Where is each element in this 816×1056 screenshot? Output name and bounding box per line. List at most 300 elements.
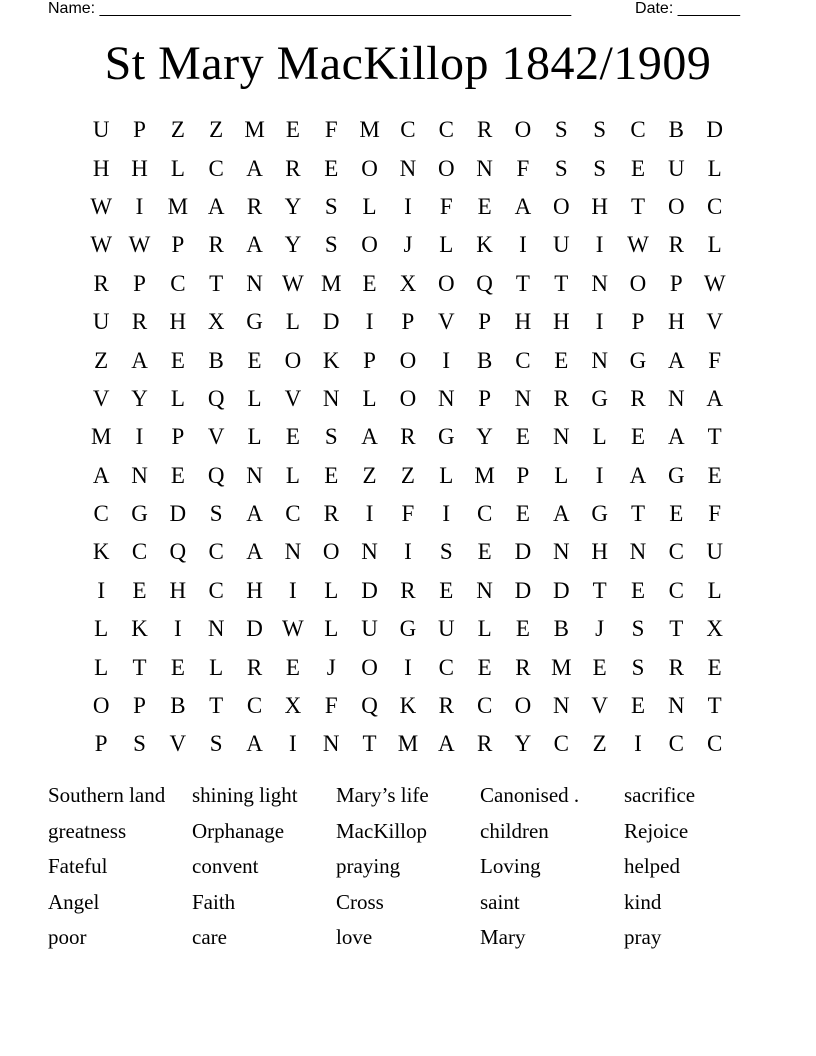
- grid-row: [82, 418, 734, 456]
- grid-letter: I: [442, 501, 451, 527]
- grid-letter: V: [591, 693, 608, 719]
- grid-letter: R: [438, 693, 454, 719]
- grid-letter: S: [554, 155, 568, 181]
- grid-row: [82, 380, 734, 418]
- grid-letter: R: [630, 385, 646, 411]
- grid-letter: N: [668, 693, 685, 719]
- grid-letter: R: [400, 577, 416, 603]
- grid-letter: C: [246, 693, 263, 719]
- grid-letter: J: [595, 616, 605, 642]
- grid-letter: L: [285, 309, 300, 335]
- grid-letter: N: [552, 539, 570, 565]
- grid-letter: E: [439, 577, 454, 603]
- grid-letter: M: [90, 424, 112, 450]
- grid-letter: D: [552, 577, 570, 603]
- grid-letter: C: [707, 193, 723, 219]
- word-list-item: helped: [624, 854, 680, 879]
- grid-letter: E: [515, 501, 530, 527]
- grid-letter: E: [630, 424, 646, 450]
- grid-letter: F: [439, 193, 453, 219]
- grid-letter: Q: [207, 385, 225, 411]
- grid-row: [82, 687, 734, 725]
- grid-letter: V: [92, 385, 110, 411]
- word-list-item: praying: [336, 854, 401, 879]
- grid-letter: I: [595, 462, 604, 488]
- grid-letter: T: [209, 270, 224, 296]
- grid-letter: N: [514, 385, 532, 411]
- grid-letter: L: [247, 424, 262, 450]
- grid-letter: B: [476, 347, 493, 373]
- grid-letter: J: [326, 654, 336, 680]
- grid-letter: D: [514, 539, 532, 565]
- grid-letter: N: [246, 270, 263, 296]
- grid-letter: N: [552, 424, 570, 450]
- grid-letter: E: [630, 693, 646, 719]
- grid-letter: D: [706, 117, 723, 143]
- grid-letter: L: [324, 616, 339, 642]
- grid-letter: C: [476, 501, 493, 527]
- grid-letter: L: [707, 232, 722, 258]
- word-list: [48, 778, 768, 956]
- grid-letter: E: [592, 654, 607, 680]
- grid-letter: A: [706, 385, 723, 411]
- word-list-item: Angel: [48, 889, 100, 914]
- grid-letter: C: [553, 731, 569, 757]
- grid-letter: B: [208, 347, 224, 373]
- grid-letter: L: [592, 424, 607, 450]
- grid-letter: X: [207, 309, 225, 335]
- grid-letter: R: [400, 424, 416, 450]
- grid-letter: I: [404, 193, 412, 219]
- name-field: Name: _____________________________________________________: [48, 0, 572, 17]
- grid-letter: C: [515, 347, 531, 373]
- grid-letter: S: [209, 731, 223, 757]
- grid-letter: O: [361, 155, 378, 181]
- grid-letter: D: [514, 577, 532, 603]
- grid-letter: N: [476, 155, 493, 181]
- grid-letter: P: [171, 424, 185, 450]
- grid-letter: Y: [284, 193, 302, 219]
- grid-letter: A: [437, 731, 455, 757]
- grid-letter: R: [246, 654, 263, 680]
- grid-letter: P: [516, 462, 530, 488]
- grid-letter: U: [92, 117, 110, 143]
- grid-row: [82, 648, 734, 686]
- grid-letter: L: [554, 462, 569, 488]
- grid-letter: G: [668, 462, 685, 488]
- grid-letter: R: [323, 501, 339, 527]
- grid-letter: H: [131, 155, 148, 181]
- grid-letter: H: [169, 309, 187, 335]
- grid-letter: P: [133, 693, 146, 719]
- grid-letter: R: [476, 117, 493, 143]
- grid-letter: C: [668, 577, 684, 603]
- grid-letter: D: [361, 577, 378, 603]
- grid-letter: G: [437, 424, 455, 450]
- grid-letter: L: [247, 385, 262, 411]
- grid-letter: E: [554, 347, 569, 373]
- grid-letter: Q: [169, 539, 187, 565]
- grid-letter: N: [476, 577, 493, 603]
- word-list-item: MacKillop: [336, 818, 427, 843]
- grid-letter: H: [92, 155, 110, 181]
- grid-letter: A: [131, 347, 148, 373]
- grid-row: [82, 265, 734, 303]
- grid-letter: M: [359, 117, 380, 143]
- grid-letter: I: [135, 424, 144, 450]
- grid-letter: C: [131, 539, 148, 565]
- grid-letter: E: [515, 616, 530, 642]
- grid-letter: I: [404, 539, 412, 565]
- grid-letter: N: [437, 385, 455, 411]
- grid-letter: U: [92, 309, 110, 335]
- grid-letter: G: [246, 309, 263, 335]
- grid-letter: E: [477, 539, 492, 565]
- grid-letter: G: [629, 347, 647, 373]
- grid-letter: E: [285, 424, 300, 450]
- grid-letter: X: [399, 270, 417, 296]
- grid-letter: G: [131, 501, 148, 527]
- grid-letter: A: [629, 462, 647, 488]
- word-list-item: Mary: [480, 925, 526, 950]
- grid-letter: Z: [592, 731, 607, 757]
- grid-letter: K: [131, 616, 148, 642]
- grid-letter: S: [324, 232, 338, 258]
- grid-letter: H: [668, 309, 685, 335]
- grid-letter: M: [397, 731, 419, 757]
- grid-letter: W: [282, 270, 304, 296]
- grid-letter: E: [285, 654, 300, 680]
- grid-letter: W: [128, 232, 151, 258]
- grid-letter: N: [131, 462, 148, 488]
- grid-letter: L: [170, 155, 185, 181]
- grid-letter: E: [132, 577, 147, 603]
- grid-letter: R: [208, 232, 224, 258]
- grid-letter: H: [246, 577, 263, 603]
- grid-letter: A: [668, 424, 685, 450]
- grid-letter: N: [668, 385, 685, 411]
- grid-letter: A: [92, 462, 110, 488]
- grid-letter: B: [553, 616, 569, 642]
- grid-letter: E: [515, 424, 530, 450]
- grid-letter: C: [438, 117, 454, 143]
- grid-letter: C: [208, 539, 224, 565]
- grid-letter: M: [167, 193, 189, 219]
- grid-letter: I: [289, 731, 297, 757]
- grid-letter: C: [438, 654, 454, 680]
- word-list-item: kind: [624, 889, 662, 914]
- grid-letter: L: [94, 616, 109, 642]
- grid-letter: P: [133, 270, 146, 296]
- grid-letter: O: [437, 270, 455, 296]
- grid-letter: D: [322, 309, 340, 335]
- grid-letter: U: [706, 539, 723, 565]
- grid-letter: Q: [361, 693, 378, 719]
- grid-letter: W: [90, 232, 113, 258]
- grid-letter: E: [247, 347, 262, 373]
- grid-letter: Q: [207, 462, 225, 488]
- grid-letter: O: [668, 193, 685, 219]
- grid-letter: U: [552, 232, 570, 258]
- grid-letter: O: [361, 232, 378, 258]
- grid-letter: W: [703, 270, 726, 296]
- grid-letter: E: [285, 117, 300, 143]
- grid-letter: I: [404, 654, 412, 680]
- grid-letter: H: [169, 577, 187, 603]
- grid-letter: F: [401, 501, 415, 527]
- grid-letter: O: [629, 270, 647, 296]
- grid-letter: Y: [284, 232, 302, 258]
- grid-letter: R: [553, 385, 569, 411]
- grid-letter: M: [551, 654, 572, 680]
- grid-letter: C: [400, 117, 416, 143]
- grid-letter: G: [591, 385, 608, 411]
- word-list-item: pray: [624, 925, 662, 950]
- grid-row: [82, 457, 734, 495]
- grid-letter: E: [170, 347, 185, 373]
- grid-letter: K: [476, 232, 493, 258]
- grid-letter: T: [669, 616, 684, 642]
- grid-letter: A: [361, 424, 378, 450]
- grid-letter: E: [477, 654, 492, 680]
- grid-letter: I: [442, 347, 451, 373]
- grid-letter: P: [133, 117, 146, 143]
- grid-letter: Y: [514, 731, 532, 757]
- grid-letter: I: [174, 616, 182, 642]
- grid-letter: K: [92, 539, 110, 565]
- grid-letter: F: [324, 693, 338, 719]
- grid-letter: H: [514, 309, 532, 335]
- grid-letter: M: [244, 117, 265, 143]
- grid-letter: R: [668, 654, 684, 680]
- grid-letter: U: [361, 616, 378, 642]
- grid-letter: I: [365, 309, 374, 335]
- grid-letter: M: [474, 462, 495, 488]
- grid-letter: R: [476, 731, 493, 757]
- grid-letter: O: [399, 385, 417, 411]
- grid-letter: F: [708, 501, 722, 527]
- grid-letter: H: [591, 539, 608, 565]
- word-search-grid: [82, 111, 734, 764]
- word-list-item: sacrifice: [624, 783, 696, 807]
- grid-letter: I: [365, 501, 374, 527]
- grid-letter: D: [169, 501, 187, 527]
- grid-letter: A: [246, 501, 263, 527]
- grid-letter: U: [437, 616, 455, 642]
- grid-letter: A: [514, 193, 532, 219]
- grid-letter: D: [246, 616, 263, 642]
- word-list-item: convent: [192, 854, 259, 879]
- grid-letter: C: [208, 577, 224, 603]
- grid-letter: L: [707, 577, 722, 603]
- grid-letter: P: [669, 270, 683, 296]
- grid-letter: N: [591, 270, 608, 296]
- grid-letter: B: [170, 693, 186, 719]
- grid-letter: N: [552, 693, 570, 719]
- word-list-item: Fateful: [48, 854, 108, 879]
- grid-letter: R: [246, 193, 263, 219]
- grid-letter: N: [361, 539, 378, 565]
- grid-letter: E: [669, 501, 684, 527]
- grid-letter: C: [285, 501, 301, 527]
- grid-row: [82, 303, 734, 341]
- grid-letter: T: [630, 501, 646, 527]
- grid-letter: O: [514, 693, 532, 719]
- grid-letter: H: [591, 193, 608, 219]
- grid-row: [82, 533, 734, 571]
- grid-letter: I: [97, 577, 105, 603]
- grid-letter: E: [324, 462, 339, 488]
- grid-letter: A: [246, 731, 263, 757]
- grid-letter: C: [668, 731, 684, 757]
- grid-letter: L: [170, 385, 185, 411]
- grid-letter: P: [171, 232, 185, 258]
- grid-letter: P: [363, 347, 376, 373]
- grid-letter: E: [707, 654, 722, 680]
- grid-letter: V: [437, 309, 455, 335]
- grid-letter: N: [629, 539, 647, 565]
- grid-letter: C: [170, 270, 186, 296]
- grid-letter: P: [478, 309, 491, 335]
- grid-letter: Z: [170, 117, 185, 143]
- grid-letter: L: [362, 193, 377, 219]
- grid-letter: W: [627, 232, 649, 258]
- grid-letter: P: [478, 385, 491, 411]
- grid-row: [82, 341, 734, 379]
- word-list-item: saint: [480, 889, 520, 914]
- word-list-item: love: [336, 925, 373, 950]
- grid-letter: C: [476, 693, 493, 719]
- grid-letter: A: [246, 232, 263, 258]
- grid-letter: A: [668, 347, 685, 373]
- grid-letter: R: [515, 654, 531, 680]
- word-list-item: Orphanage: [192, 818, 285, 843]
- grid-letter: S: [209, 501, 223, 527]
- grid-letter: E: [170, 462, 185, 488]
- grid-letter: L: [362, 385, 377, 411]
- grid-letter: L: [477, 616, 492, 642]
- grid-letter: Y: [476, 424, 493, 450]
- grid-letter: Z: [362, 462, 377, 488]
- grid-letter: W: [90, 193, 113, 219]
- grid-letter: T: [132, 654, 147, 680]
- grid-letter: E: [707, 462, 722, 488]
- grid-letter: T: [707, 424, 722, 450]
- grid-letter: T: [362, 731, 377, 757]
- grid-letter: O: [322, 539, 340, 565]
- grid-letter: I: [595, 232, 604, 258]
- grid-letter: P: [94, 731, 108, 757]
- grid-letter: V: [207, 424, 225, 450]
- grid-row: [82, 226, 734, 264]
- grid-letter: N: [207, 616, 225, 642]
- word-list-item: greatness: [48, 818, 127, 843]
- word-list-item: Rejoice: [624, 818, 689, 843]
- word-list-item: Loving: [480, 854, 541, 879]
- grid-letter: S: [439, 539, 453, 565]
- grid-row: [82, 188, 734, 226]
- grid-letter: B: [668, 117, 684, 143]
- grid-letter: O: [361, 654, 378, 680]
- grid-letter: E: [630, 577, 646, 603]
- word-list-item: shining light: [192, 783, 298, 807]
- grid-letter: T: [554, 270, 569, 296]
- grid-letter: O: [514, 117, 532, 143]
- grid-letter: L: [439, 232, 454, 258]
- grid-letter: Y: [131, 385, 148, 411]
- grid-letter: X: [706, 616, 723, 642]
- grid-letter: V: [169, 731, 187, 757]
- grid-letter: V: [284, 385, 302, 411]
- grid-letter: Q: [476, 270, 493, 296]
- grid-letter: U: [668, 155, 685, 181]
- grid-row: [82, 149, 734, 187]
- grid-letter: F: [516, 155, 530, 181]
- grid-letter: O: [437, 155, 455, 181]
- word-list-item: Cross: [336, 889, 384, 914]
- grid-letter: P: [401, 309, 415, 335]
- grid-row: [82, 111, 734, 149]
- grid-letter: O: [92, 693, 110, 719]
- grid-letter: O: [399, 347, 417, 373]
- grid-letter: E: [324, 155, 339, 181]
- grid-letter: T: [707, 693, 722, 719]
- grid-letter: K: [399, 693, 417, 719]
- grid-letter: Z: [209, 117, 224, 143]
- grid-letter: C: [630, 117, 646, 143]
- grid-letter: E: [630, 155, 646, 181]
- grid-row: [82, 572, 734, 610]
- grid-letter: S: [631, 654, 645, 680]
- grid-letter: G: [399, 616, 417, 642]
- grid-letter: R: [668, 232, 684, 258]
- grid-letter: N: [246, 462, 263, 488]
- grid-letter: K: [322, 347, 340, 373]
- grid-letter: S: [593, 117, 607, 143]
- grid-letter: S: [324, 193, 338, 219]
- grid-letter: I: [289, 577, 297, 603]
- page-title: St Mary MacKillop 1842/1909: [104, 37, 712, 90]
- grid-letter: I: [519, 232, 527, 258]
- word-list-item: Faith: [192, 889, 236, 914]
- grid-row: [82, 725, 734, 763]
- grid-letter: N: [591, 347, 608, 373]
- grid-letter: R: [131, 309, 148, 335]
- grid-letter: O: [284, 347, 302, 373]
- grid-letter: T: [209, 693, 224, 719]
- grid-letter: Z: [94, 347, 109, 373]
- grid-letter: R: [93, 270, 109, 296]
- grid-letter: S: [133, 731, 146, 757]
- grid-letter: T: [515, 270, 530, 296]
- word-list-item: Mary’s life: [336, 783, 429, 807]
- grid-letter: E: [477, 193, 492, 219]
- grid-letter: N: [322, 385, 340, 411]
- grid-letter: S: [631, 616, 645, 642]
- grid-letter: L: [439, 462, 454, 488]
- grid-letter: L: [707, 155, 722, 181]
- grid-letter: L: [324, 577, 339, 603]
- grid-letter: T: [592, 577, 607, 603]
- grid-letter: S: [554, 117, 568, 143]
- grid-letter: N: [284, 539, 302, 565]
- grid-letter: C: [93, 501, 109, 527]
- grid-letter: P: [631, 309, 645, 335]
- grid-letter: N: [399, 155, 417, 181]
- grid-letter: E: [170, 654, 185, 680]
- grid-row: [82, 610, 734, 648]
- grid-letter: I: [595, 309, 604, 335]
